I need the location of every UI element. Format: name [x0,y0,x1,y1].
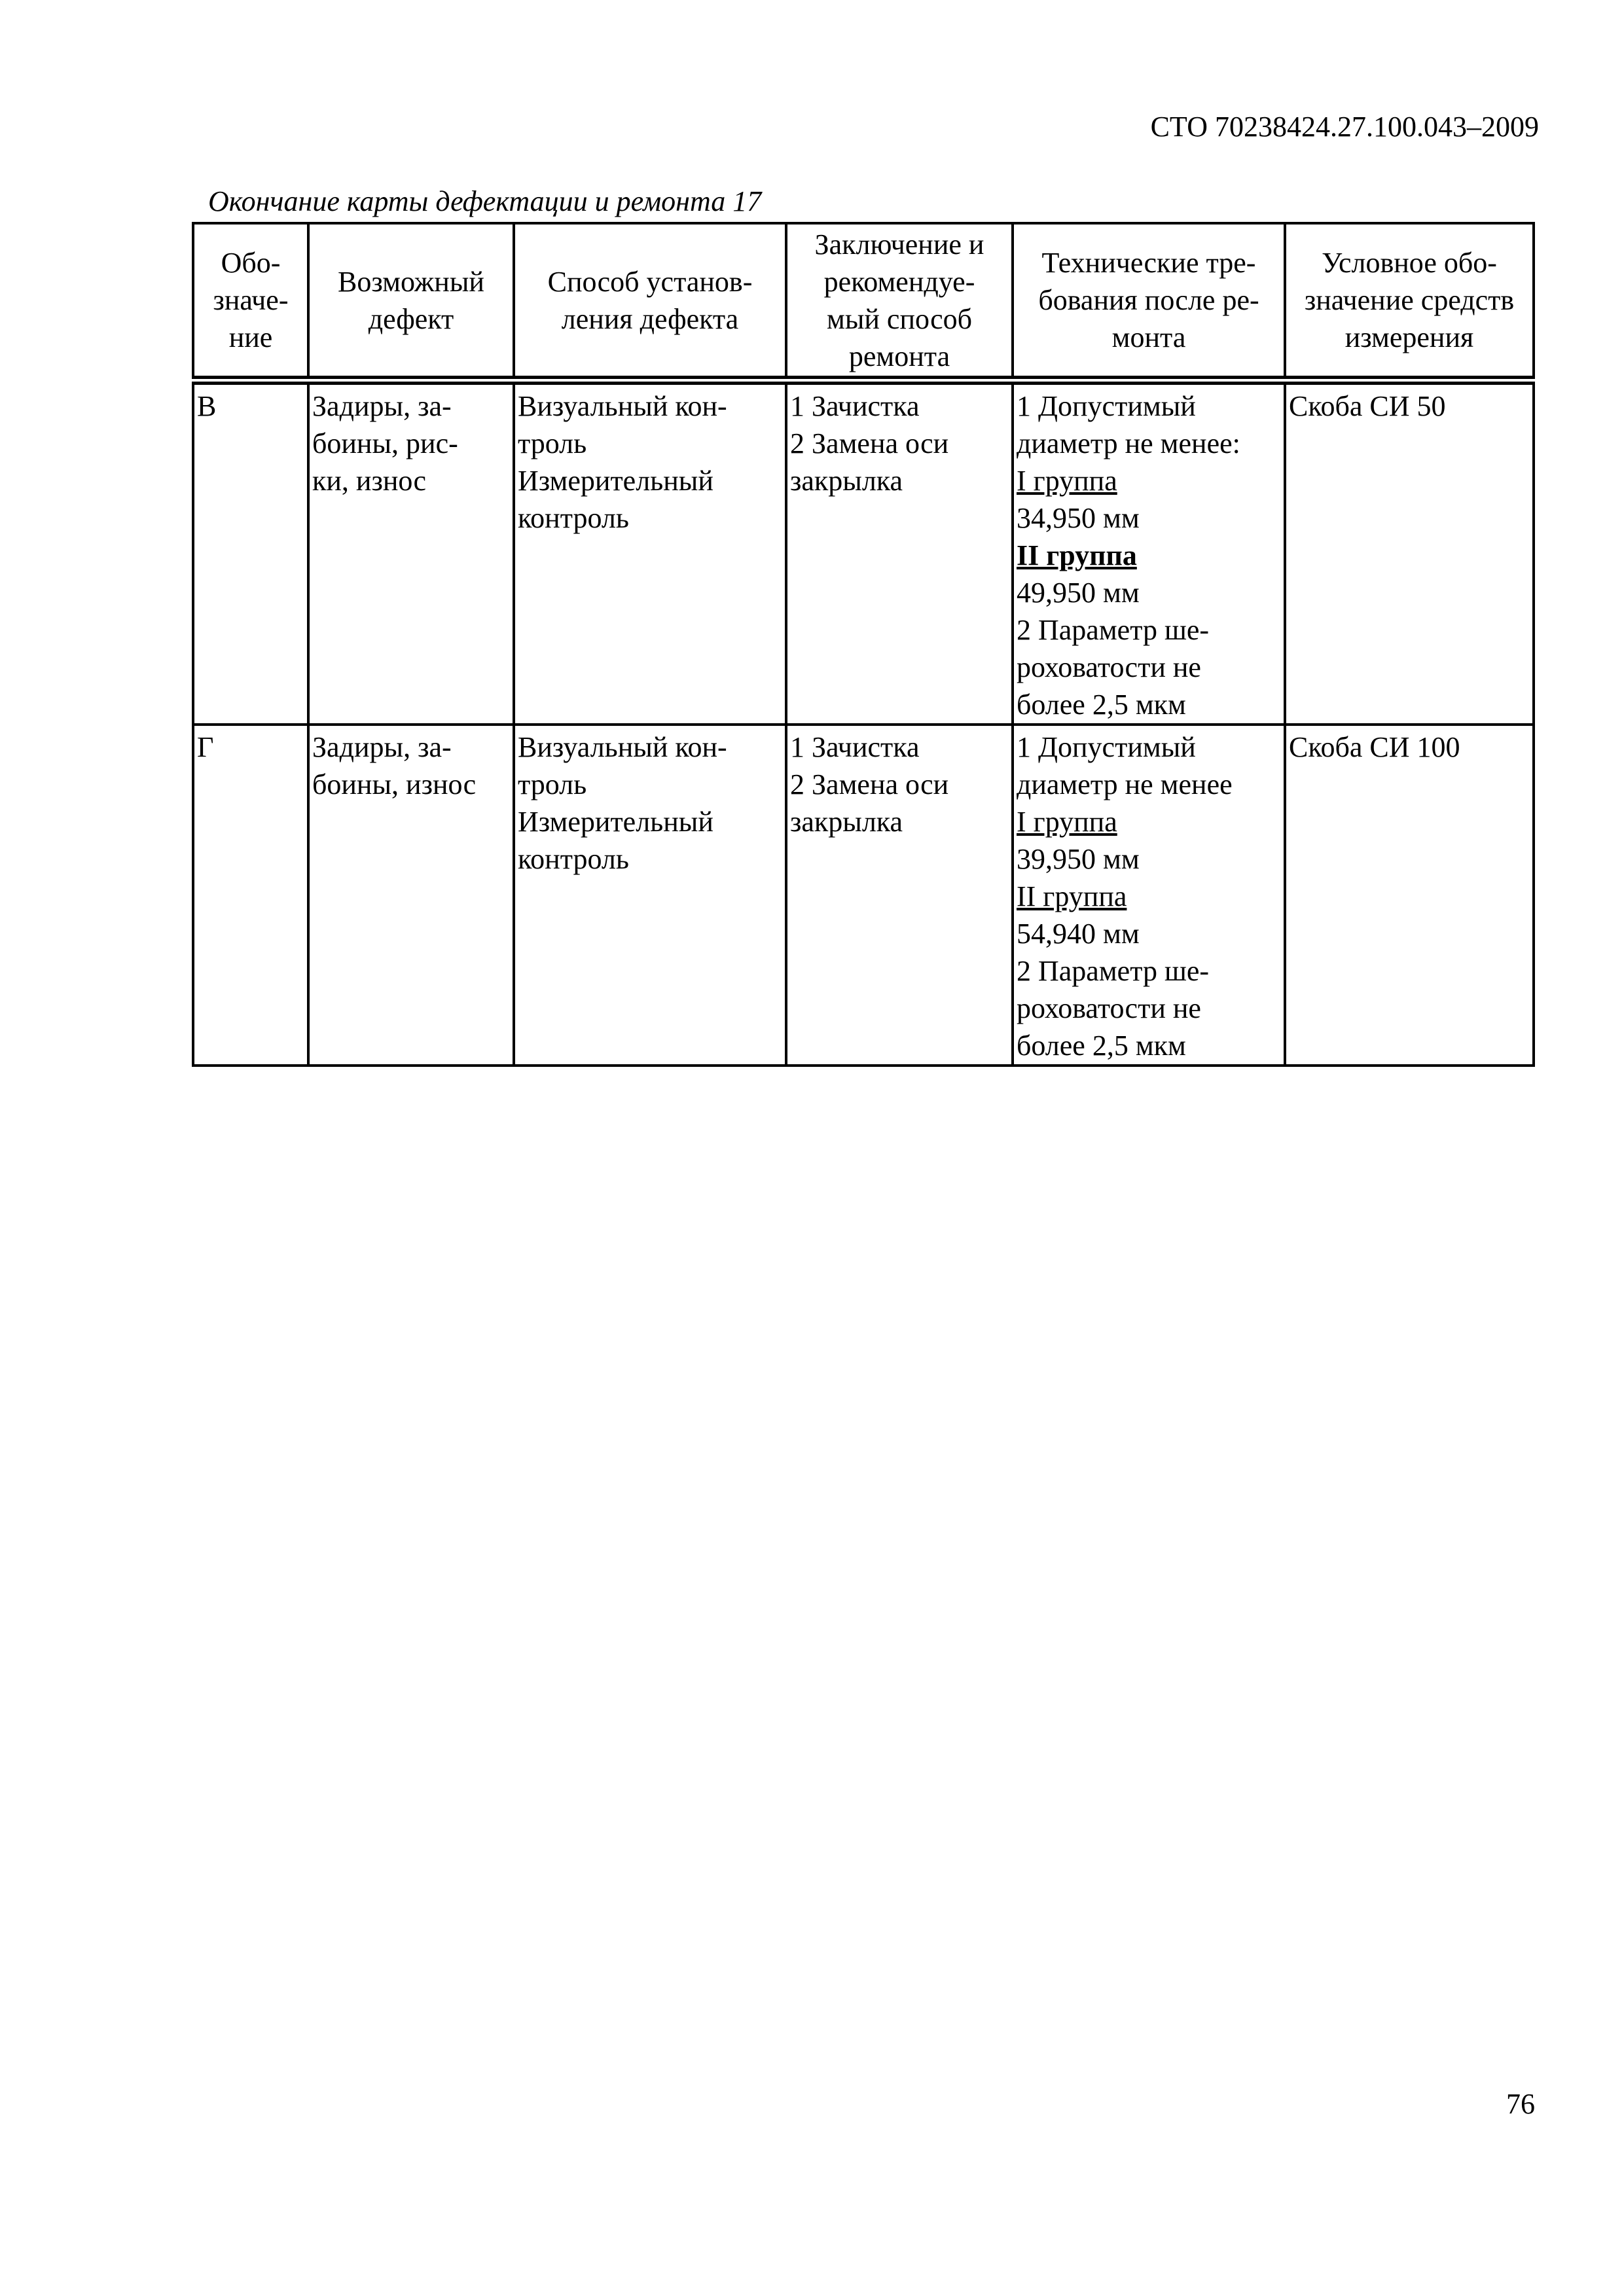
defect-text: боины, износ [312,768,477,800]
defect-text: Задиры, за- [312,390,452,422]
requirement-text: роховатости не [1017,992,1201,1024]
cell-instrument [1285,725,1534,1066]
group-2-label: II группа [1017,539,1137,571]
detection-text: троль [518,768,587,800]
table-row [193,725,1534,1066]
header-text: Способ установ- [547,265,753,298]
header-text: бования после ре- [1038,284,1259,316]
detection-text: троль [518,427,587,459]
header-text: мый способ [826,302,973,335]
repair-text: 2 Замена оси [790,768,949,800]
group-2-value: 49,950 мм [1017,577,1140,609]
group-1-label: I группа [1017,465,1117,497]
document-code: СТО 70238424.27.100.043–2009 [1150,111,1539,143]
group-2-label: II группа [1017,880,1127,912]
requirement-text: более 2,5 мкм [1017,1030,1186,1062]
requirement-text: 1 Допустимый [1017,390,1196,422]
table-row [193,380,1534,725]
requirement-text: 2 Параметр ше- [1017,614,1210,646]
repair-text: 1 Зачистка [790,390,920,422]
repair-text: 1 Зачистка [790,731,920,763]
header-instrument [1285,223,1534,380]
defect-text: боины, рис- [312,427,458,459]
detection-text: Измерительный [518,806,713,838]
header-text: ние [228,321,273,353]
cell-repair [786,380,1013,725]
header-designation [193,223,308,380]
header-text: Возможный [338,265,484,298]
header-text: измерения [1344,321,1474,353]
header-text: Обо- [221,247,281,279]
cell-detection [514,725,786,1066]
requirement-text: 1 Допустимый [1017,731,1196,763]
header-text: рекомендуе- [823,265,975,298]
requirement-text: 2 Параметр ше- [1017,955,1210,987]
defect-text: Задиры, за- [312,731,452,763]
instrument-text: Скоба СИ 50 [1289,390,1446,422]
detection-text: Визуальный кон- [518,390,727,422]
group-1-value: 34,950 мм [1017,502,1140,534]
header-text: Заключение и [814,228,984,260]
group-1-value: 39,950 мм [1017,843,1140,875]
header-text: дефект [368,302,454,335]
cell-requirements [1013,725,1285,1066]
cell-defect [308,725,514,1066]
cell-detection [514,380,786,725]
requirement-text: роховатости не [1017,651,1201,683]
repair-text: закрылка [790,465,903,497]
requirement-text: более 2,5 мкм [1017,689,1186,721]
designation-text: В [197,390,217,422]
defect-text: ки, износ [312,465,427,497]
group-1-label: I группа [1017,806,1117,838]
header-text: Условное обо- [1322,247,1497,279]
table-caption: Окончание карты дефектации и ремонта 17 [208,185,762,217]
repair-text: закрылка [790,806,903,838]
detection-text: контроль [518,843,629,875]
defect-repair-table [192,222,1535,1067]
detection-text: Измерительный [518,465,713,497]
header-detection-method [514,223,786,380]
cell-designation [193,725,308,1066]
cell-instrument [1285,380,1534,725]
detection-text: контроль [518,502,629,534]
header-defect [308,223,514,380]
header-text: Технические тре- [1041,247,1256,279]
designation-text: Г [197,731,214,763]
requirement-text: диаметр не менее: [1017,427,1240,459]
table-header-row [193,223,1534,380]
cell-designation [193,380,308,725]
cell-repair [786,725,1013,1066]
cell-requirements [1013,380,1285,725]
header-text: ления дефекта [561,302,739,335]
instrument-text: Скоба СИ 100 [1289,731,1460,763]
header-repair-method [786,223,1013,380]
header-requirements [1013,223,1285,380]
group-2-value: 54,940 мм [1017,918,1140,950]
repair-text: 2 Замена оси [790,427,949,459]
header-text: значение средств [1304,284,1515,316]
header-text: ремонта [848,340,950,372]
header-text: значе- [213,284,289,316]
requirement-text: диаметр не менее [1017,768,1233,800]
cell-defect [308,380,514,725]
header-text: монта [1111,321,1186,353]
page-number: 76 [1506,2088,1535,2120]
detection-text: Визуальный кон- [518,731,727,763]
